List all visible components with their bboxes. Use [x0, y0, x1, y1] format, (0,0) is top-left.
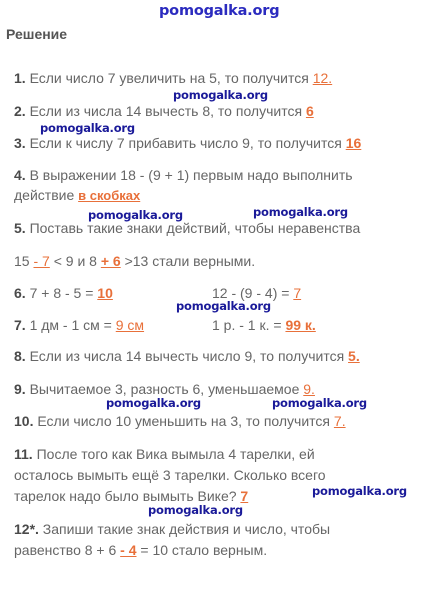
task-number: 6.	[14, 285, 26, 301]
answer: - 7	[33, 253, 50, 269]
task-4-cont	[14, 187, 140, 204]
answer: 7.	[333, 413, 346, 429]
task-9	[14, 381, 315, 398]
task-text: 12 - (9 - 4) =	[212, 285, 294, 301]
task-11-cont	[14, 467, 326, 484]
task-5	[14, 220, 360, 237]
task-number: 10.	[14, 413, 34, 429]
answer: 16	[345, 135, 362, 151]
answer: 7	[240, 488, 249, 504]
task-text: >13 стали верными.	[120, 253, 256, 269]
task-text: равенство 8 + 6	[14, 542, 121, 558]
watermark: pomogalka.org	[88, 208, 183, 222]
answer: + 6	[100, 253, 121, 269]
task-text: действие	[14, 187, 79, 203]
answer: 7	[293, 285, 302, 301]
task-2	[14, 103, 314, 120]
task-11-cont	[14, 488, 248, 505]
task-4	[14, 167, 353, 184]
task-6-right	[212, 285, 301, 302]
task-text: Если число 10 уменьшить на 3, то получится	[33, 413, 334, 429]
task-12-cont	[14, 542, 267, 559]
task-number: 9.	[14, 381, 26, 397]
watermark: pomogalka.org	[106, 396, 201, 410]
task-text: После того как Вика вымыла 4 тарелки, ей	[32, 446, 315, 462]
task-10	[14, 413, 346, 430]
watermark-top: pomogalka.org	[159, 3, 280, 19]
task-text: 1 дм - 1 см =	[25, 317, 116, 333]
task-text: Если из числа 14 вычесть 8, то получится	[25, 103, 306, 119]
task-text: Запиши такие знак действия и число, чтобы	[38, 521, 331, 537]
task-text: 7 + 8 - 5 =	[25, 285, 98, 301]
task-3	[14, 135, 361, 152]
task-1	[14, 70, 332, 87]
task-text: Если из числа 14 вычесть число 9, то получится	[25, 348, 349, 364]
watermark: pomogalka.org	[176, 299, 271, 313]
watermark: pomogalka.org	[148, 503, 243, 517]
task-text: Поставь такие знаки действий, чтобы неравенства	[25, 220, 361, 236]
task-number: 2.	[14, 103, 26, 119]
task-5-cont	[14, 253, 255, 270]
watermark: pomogalka.org	[40, 121, 135, 135]
task-11	[14, 446, 315, 463]
answer: 6	[305, 103, 314, 119]
answer: 5.	[348, 348, 360, 364]
watermark: pomogalka.org	[173, 88, 268, 102]
task-number: 11.	[14, 446, 33, 462]
task-text: В выражении 18 - (9 + 1) первым надо выполнить	[25, 167, 353, 183]
task-text: 1 р. - 1 к. =	[212, 317, 286, 333]
task-number: 3.	[14, 135, 26, 151]
watermark: pomogalka.org	[253, 205, 348, 219]
task-text: тарелок надо было вымыть Вике?	[14, 488, 241, 504]
task-text: Если число 7 увеличить на 5, то получится	[25, 70, 313, 86]
task-text: = 10 стало верным.	[136, 542, 268, 558]
task-6	[14, 285, 113, 302]
watermark: pomogalka.org	[312, 484, 407, 498]
task-number: 1.	[14, 70, 26, 86]
answer: 99 к.	[285, 317, 316, 333]
task-text: осталось вымыть ещё 3 тарелки. Сколько всего	[14, 467, 326, 483]
answer: в скобках	[78, 188, 141, 203]
task-number: 8.	[14, 348, 26, 364]
answer: - 4	[120, 542, 137, 558]
task-number: 5.	[14, 220, 26, 236]
task-7-right	[212, 317, 316, 334]
answer: 10	[97, 285, 113, 301]
page-title: Решение	[6, 26, 68, 42]
task-text: Вычитаемое 3, разность 6, уменьшаемое	[25, 381, 304, 397]
task-text: < 9 и 8	[49, 253, 101, 269]
answer: 12.	[312, 70, 333, 86]
task-number: 4.	[14, 167, 26, 183]
task-12	[14, 521, 330, 538]
task-number: 7.	[14, 317, 26, 333]
task-7	[14, 317, 144, 334]
task-text: 15	[14, 253, 34, 269]
task-number: 12*.	[14, 521, 39, 537]
watermark: pomogalka.org	[272, 396, 367, 410]
task-text: Если к числу 7 прибавить число 9, то получится	[25, 135, 346, 151]
answer: 9.	[303, 381, 315, 397]
answer: 9 см	[115, 317, 145, 333]
task-8	[14, 348, 360, 365]
